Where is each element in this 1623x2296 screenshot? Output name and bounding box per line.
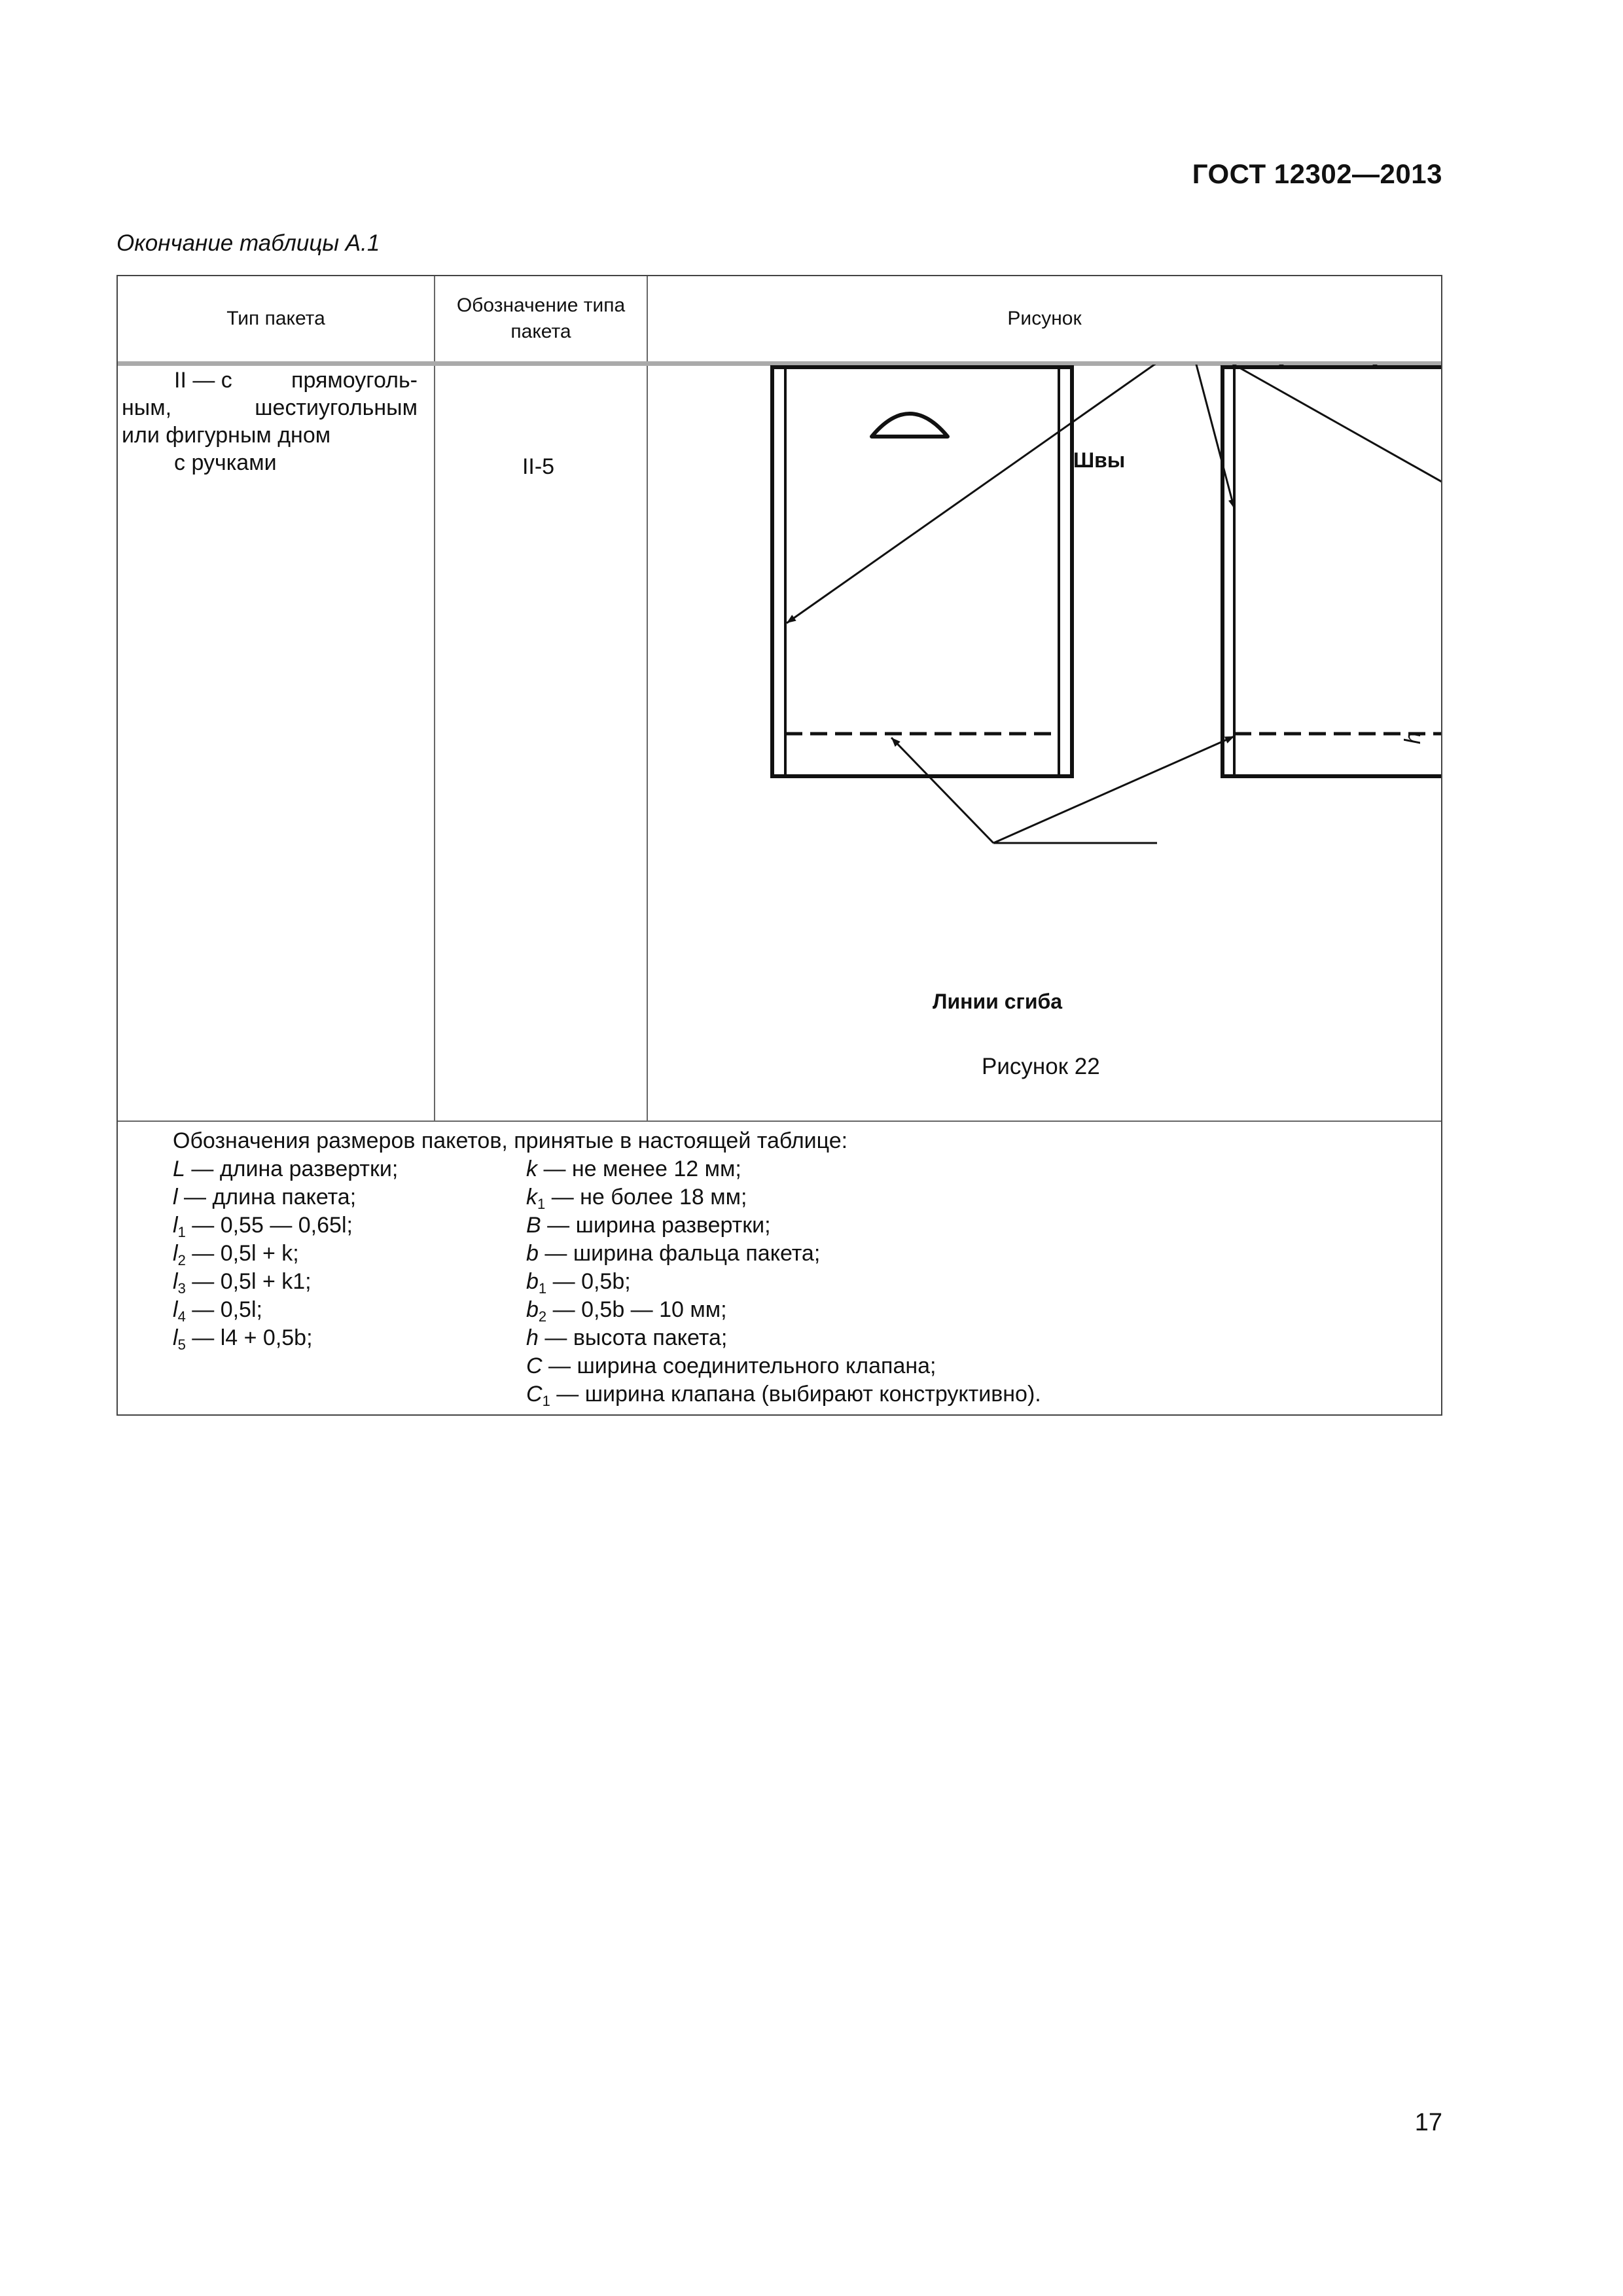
- legend-subscript: 5: [177, 1336, 186, 1353]
- legend-entry: [173, 1268, 526, 1296]
- legend-subscript: 3: [177, 1280, 186, 1297]
- legend-subscript: 1: [537, 1196, 546, 1212]
- header-type-label: Тип пакета: [226, 308, 325, 329]
- legend-entry: [526, 1240, 1041, 1268]
- legend-entry: [173, 1324, 526, 1352]
- fold-lines-label: Линии сгиба: [933, 990, 1063, 1013]
- legend-symbol: b: [526, 1241, 539, 1266]
- type-text: ным,: [122, 395, 172, 420]
- table: [116, 275, 1442, 1416]
- handle-cutout: [872, 414, 948, 437]
- legend-entry: [526, 1380, 1041, 1408]
- fold-leader: [891, 738, 993, 843]
- legend-symbol: B: [526, 1213, 541, 1238]
- legend-text: — ширина развертки;: [541, 1213, 771, 1238]
- column-divider: [434, 276, 435, 1121]
- legend-symbol: k: [526, 1157, 537, 1181]
- header-figure-label: Рисунок: [1007, 308, 1082, 329]
- legend-subscript: 2: [177, 1252, 186, 1268]
- legend-text: — не менее 12 мм;: [537, 1157, 741, 1181]
- legend-symbol: l: [173, 1185, 178, 1210]
- legend-symbol: C: [526, 1354, 543, 1378]
- legend-entry: [173, 1296, 526, 1324]
- legend-subscript: 1: [542, 1393, 550, 1409]
- left-bag-outline: [772, 367, 1072, 776]
- legend-subscript: 4: [177, 1308, 186, 1325]
- table-caption: Окончание таблицы А.1: [116, 230, 380, 256]
- legend-symbol: l: [173, 1241, 178, 1266]
- legend-left-column: [173, 1155, 526, 1408]
- legend-text: — длина пакета;: [177, 1185, 357, 1210]
- legend-entry: [526, 1183, 1041, 1211]
- type-text: или фигурным дном: [122, 423, 331, 448]
- page-number: 17: [1414, 2109, 1442, 2136]
- header-designation-line1: Обозначение типа: [456, 295, 626, 316]
- legend-entry: [526, 1155, 1041, 1183]
- legend-text: — длина развертки;: [185, 1157, 399, 1181]
- legend-entry: [526, 1324, 1041, 1352]
- legend-text: — не более 18 мм;: [545, 1185, 747, 1210]
- legend-right-column: [526, 1155, 1041, 1408]
- legend-symbol: C: [526, 1382, 543, 1407]
- type-text: прямоуголь-: [291, 368, 418, 393]
- legend-intro: Обозначения размеров пакетов, принятые в настоящей таблице:: [173, 1128, 848, 1153]
- legend-entry: [526, 1352, 1041, 1380]
- legend-text: — 0,55 — 0,65l;: [185, 1213, 353, 1238]
- legend-subscript: 1: [177, 1224, 186, 1240]
- legend-text: — 0,5l + k1;: [185, 1269, 312, 1294]
- legend-entry: [173, 1240, 526, 1268]
- legend-entry: [526, 1211, 1041, 1240]
- legend-entry: [526, 1296, 1041, 1324]
- figure-caption: Рисунок 22: [982, 1054, 1100, 1079]
- legend-symbol: l: [173, 1297, 178, 1322]
- seam-leader: [787, 365, 1190, 623]
- legend-text: — 0,5b — 10 мм;: [546, 1297, 727, 1322]
- seam-leader: [1190, 365, 1234, 509]
- header-figure: [648, 276, 1441, 361]
- legend-symbol: b: [526, 1297, 539, 1322]
- size-legend: [173, 1127, 1416, 1408]
- document-code: ГОСТ 12302—2013: [1192, 158, 1442, 189]
- header-designation-line2: пакета: [510, 321, 571, 342]
- legend-text: — l4 + 0,5b;: [185, 1325, 313, 1350]
- header-type: [118, 276, 434, 361]
- right-bag-outline: [1222, 367, 1441, 776]
- legend-entry: [173, 1211, 526, 1240]
- type-text: с ручками: [174, 450, 277, 475]
- legend-symbol: l: [173, 1325, 178, 1350]
- legend-subscript: 2: [538, 1308, 547, 1325]
- bag-type-cell: [118, 367, 431, 476]
- legend-symbol: l: [173, 1269, 178, 1294]
- row-divider: [118, 1121, 1441, 1122]
- type-text: шестиугольным: [255, 395, 418, 420]
- seams-label: Швы: [1073, 448, 1126, 472]
- legend-subscript: 1: [538, 1280, 547, 1297]
- header-designation: [435, 276, 647, 361]
- legend-text: — 0,5b;: [546, 1269, 631, 1294]
- legend-symbol: b: [526, 1269, 539, 1294]
- bag-type-code: II-5: [522, 454, 555, 479]
- legend-entry: [173, 1183, 526, 1211]
- legend-entry: [173, 1155, 526, 1183]
- legend-entry: [526, 1268, 1041, 1296]
- legend-text: — высота пакета;: [538, 1325, 728, 1350]
- legend-text: — 0,5l + k;: [185, 1241, 299, 1266]
- type-text: II — с: [174, 368, 232, 393]
- fold-leader: [993, 736, 1234, 843]
- legend-text: — ширина клапана (выбирают конструктивно).: [550, 1382, 1041, 1407]
- legend-text: — 0,5l;: [185, 1297, 262, 1322]
- legend-symbol: k: [526, 1185, 537, 1210]
- legend-text: — ширина фальца пакета;: [538, 1241, 821, 1266]
- legend-symbol: l: [173, 1213, 178, 1238]
- legend-symbol: L: [173, 1157, 185, 1181]
- legend-text: — ширина соединительного клапана;: [542, 1354, 936, 1378]
- height-label: h: [1400, 732, 1425, 744]
- legend-symbol: h: [526, 1325, 539, 1350]
